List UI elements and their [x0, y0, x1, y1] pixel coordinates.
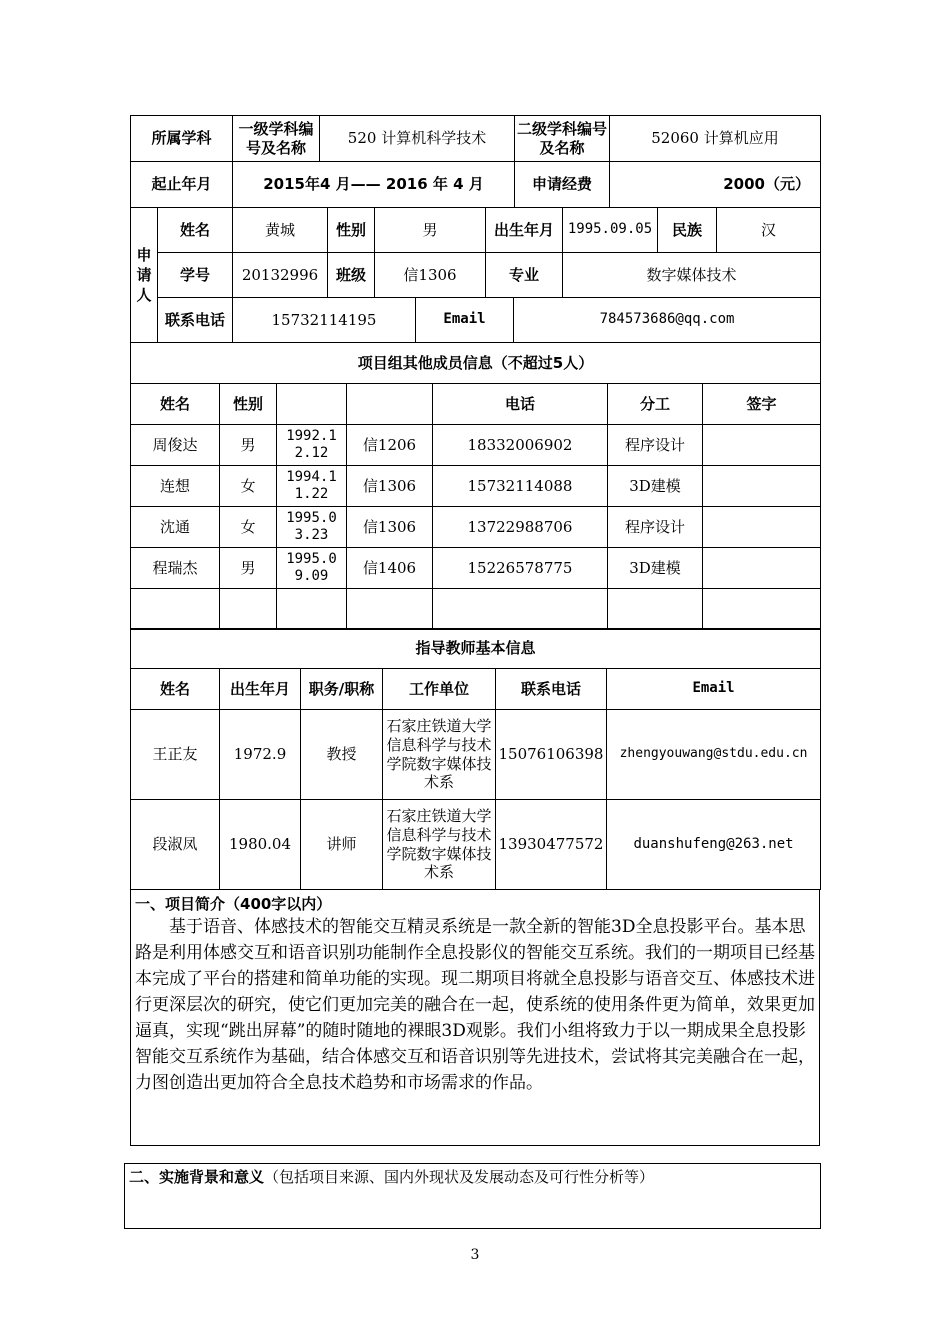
advisor-title: 教授 — [301, 710, 383, 800]
member-role — [608, 589, 703, 630]
applicant-id: 20132996 — [233, 253, 328, 298]
member-name — [131, 589, 220, 630]
level2-label: 二级学科编号及名称 — [515, 116, 610, 162]
intro-cell — [131, 890, 820, 1146]
advisors-title: 指导教师基本信息 — [131, 629, 821, 669]
member-role: 3D建模 — [608, 466, 703, 507]
members-table — [130, 342, 821, 630]
email-label: Email — [416, 298, 514, 343]
member-class: 信1406 — [347, 548, 433, 589]
member-name: 连想 — [131, 466, 220, 507]
advisor-workplace: 石家庄铁道大学信息科学与技术学院数字媒体技术系 — [383, 800, 496, 890]
advisors-table — [130, 628, 821, 890]
applicant-ethnic: 汉 — [717, 208, 821, 253]
member-phone: 15732114088 — [433, 466, 608, 507]
member-signature — [703, 466, 821, 507]
period-table — [130, 161, 821, 208]
member-birth: 1995.03.23 — [277, 507, 347, 548]
page-number: 3 — [470, 1247, 480, 1263]
col-email: Email — [607, 669, 821, 710]
col-name: 姓名 — [131, 669, 220, 710]
advisor-title: 讲师 — [301, 800, 383, 890]
col-workplace: 工作单位 — [383, 669, 496, 710]
applicant-row-2 — [157, 252, 821, 298]
member-name: 周俊达 — [131, 425, 220, 466]
discipline-table — [130, 115, 821, 162]
col-role: 分工 — [608, 384, 703, 425]
member-birth — [277, 589, 347, 630]
phone-label: 联系电话 — [158, 298, 233, 343]
period-value: 2015年4 月—— 2016 年 4 月 — [233, 162, 515, 208]
member-gender: 男 — [220, 425, 277, 466]
member-signature — [703, 548, 821, 589]
table-row — [131, 425, 821, 466]
advisor-name: 段淑凤 — [131, 800, 220, 890]
member-class: 信1306 — [347, 507, 433, 548]
member-class — [347, 589, 433, 630]
budget-label: 申请经费 — [515, 162, 610, 208]
applicant-row-3 — [157, 297, 821, 343]
intro-title: 一、项目简介（400字以内） — [135, 895, 332, 913]
section2-cell — [125, 1164, 821, 1229]
col-birth: 出生年月 — [220, 669, 301, 710]
table-row — [131, 466, 821, 507]
major-label: 专业 — [486, 253, 563, 298]
advisor-email: zhengyouwang@stdu.edu.cn — [607, 710, 821, 800]
section2-title: 二、实施背景和意义 — [129, 1168, 265, 1186]
members-title: 项目组其他成员信息（不超过5人） — [131, 343, 821, 384]
member-phone — [433, 589, 608, 630]
member-gender — [220, 589, 277, 630]
advisor-name: 王正友 — [131, 710, 220, 800]
member-role: 程序设计 — [608, 425, 703, 466]
intro-body: 基于语音、体感技术的智能交互精灵系统是一款全新的智能3D全息投影平台。基本思路是利用体感交互和语音识别功能制作全息投影仪的智能交互系统。我们的一期项目已经基本完成了平台的搭建和简单功能的实现。现二期项目将就全息投影与语音交互、体感技术进行更深层次的研究，使它们更加完美的融合在一起，使系统的使用条件更为简单，效果更加逼真，实现“跳出屏幕”的随时随地的裸眼3D观影。我们小组将致力于以一期成果全息投影智能交互系统作为基础，结合体感交互和语音识别等先进技术，尝试将其完美融合在一起，力图创造出更加符合全息技术趋势和市场需求的作品。 — [135, 917, 815, 1093]
level1-value: 520 计算机科学技术 — [320, 116, 515, 162]
class-label: 班级 — [328, 253, 375, 298]
section2-table — [124, 1163, 821, 1229]
level2-value: 52060 计算机应用 — [610, 116, 821, 162]
member-role: 程序设计 — [608, 507, 703, 548]
member-gender: 女 — [220, 466, 277, 507]
member-phone: 15226578775 — [433, 548, 608, 589]
member-gender: 男 — [220, 548, 277, 589]
id-label: 学号 — [158, 253, 233, 298]
member-birth: 1994.11.22 — [277, 466, 347, 507]
applicant-phone: 15732114195 — [233, 298, 416, 343]
applicant-row-1 — [157, 207, 821, 253]
period-label: 起止年月 — [131, 162, 233, 208]
table-row — [131, 710, 821, 800]
birth-label: 出生年月 — [486, 208, 563, 253]
advisor-birth: 1980.04 — [220, 800, 301, 890]
member-gender: 女 — [220, 507, 277, 548]
table-row — [131, 548, 821, 589]
advisors-header-row — [131, 669, 821, 710]
ethnic-label: 民族 — [658, 208, 717, 253]
col-name: 姓名 — [131, 384, 220, 425]
member-role: 3D建模 — [608, 548, 703, 589]
gender-label: 性别 — [328, 208, 375, 253]
applicant-major: 数字媒体技术 — [563, 253, 821, 298]
member-phone: 13722988706 — [433, 507, 608, 548]
discipline-label: 所属学科 — [131, 116, 233, 162]
applicant-class: 信1306 — [375, 253, 486, 298]
budget-value: 2000（元） — [610, 162, 821, 208]
member-signature — [703, 589, 821, 630]
applicant-section-label: 申请人 — [131, 208, 158, 343]
col-class — [347, 384, 433, 425]
member-name: 程瑞杰 — [131, 548, 220, 589]
member-name: 沈通 — [131, 507, 220, 548]
applicant-gender: 男 — [375, 208, 486, 253]
members-header-row — [131, 384, 821, 425]
applicant-birth: 1995.09.05 — [563, 208, 658, 253]
member-signature — [703, 425, 821, 466]
col-gender: 性别 — [220, 384, 277, 425]
advisor-workplace: 石家庄铁道大学信息科学与技术学院数字媒体技术系 — [383, 710, 496, 800]
col-signature: 签字 — [703, 384, 821, 425]
table-row — [131, 507, 821, 548]
col-phone: 联系电话 — [496, 669, 607, 710]
name-label: 姓名 — [158, 208, 233, 253]
advisor-email: duanshufeng@263.net — [607, 800, 821, 890]
col-title: 职务/职称 — [301, 669, 383, 710]
intro-table — [130, 889, 820, 1146]
section2-note: （包括项目来源、国内外现状及发展动态及可行性分析等） — [264, 1168, 655, 1186]
member-signature — [703, 507, 821, 548]
table-row — [131, 589, 821, 630]
advisor-phone: 13930477572 — [496, 800, 607, 890]
applicant-email: 784573686@qq.com — [514, 298, 821, 343]
member-birth: 1992.12.12 — [277, 425, 347, 466]
col-birth — [277, 384, 347, 425]
col-phone: 电话 — [433, 384, 608, 425]
table-row — [131, 800, 821, 890]
member-class: 信1206 — [347, 425, 433, 466]
advisor-phone: 15076106398 — [496, 710, 607, 800]
level1-label: 一级学科编号及名称 — [233, 116, 320, 162]
member-phone: 18332006902 — [433, 425, 608, 466]
member-birth: 1995.09.09 — [277, 548, 347, 589]
member-class: 信1306 — [347, 466, 433, 507]
advisor-birth: 1972.9 — [220, 710, 301, 800]
applicant-name: 黄城 — [233, 208, 328, 253]
applicant-side — [130, 207, 158, 343]
